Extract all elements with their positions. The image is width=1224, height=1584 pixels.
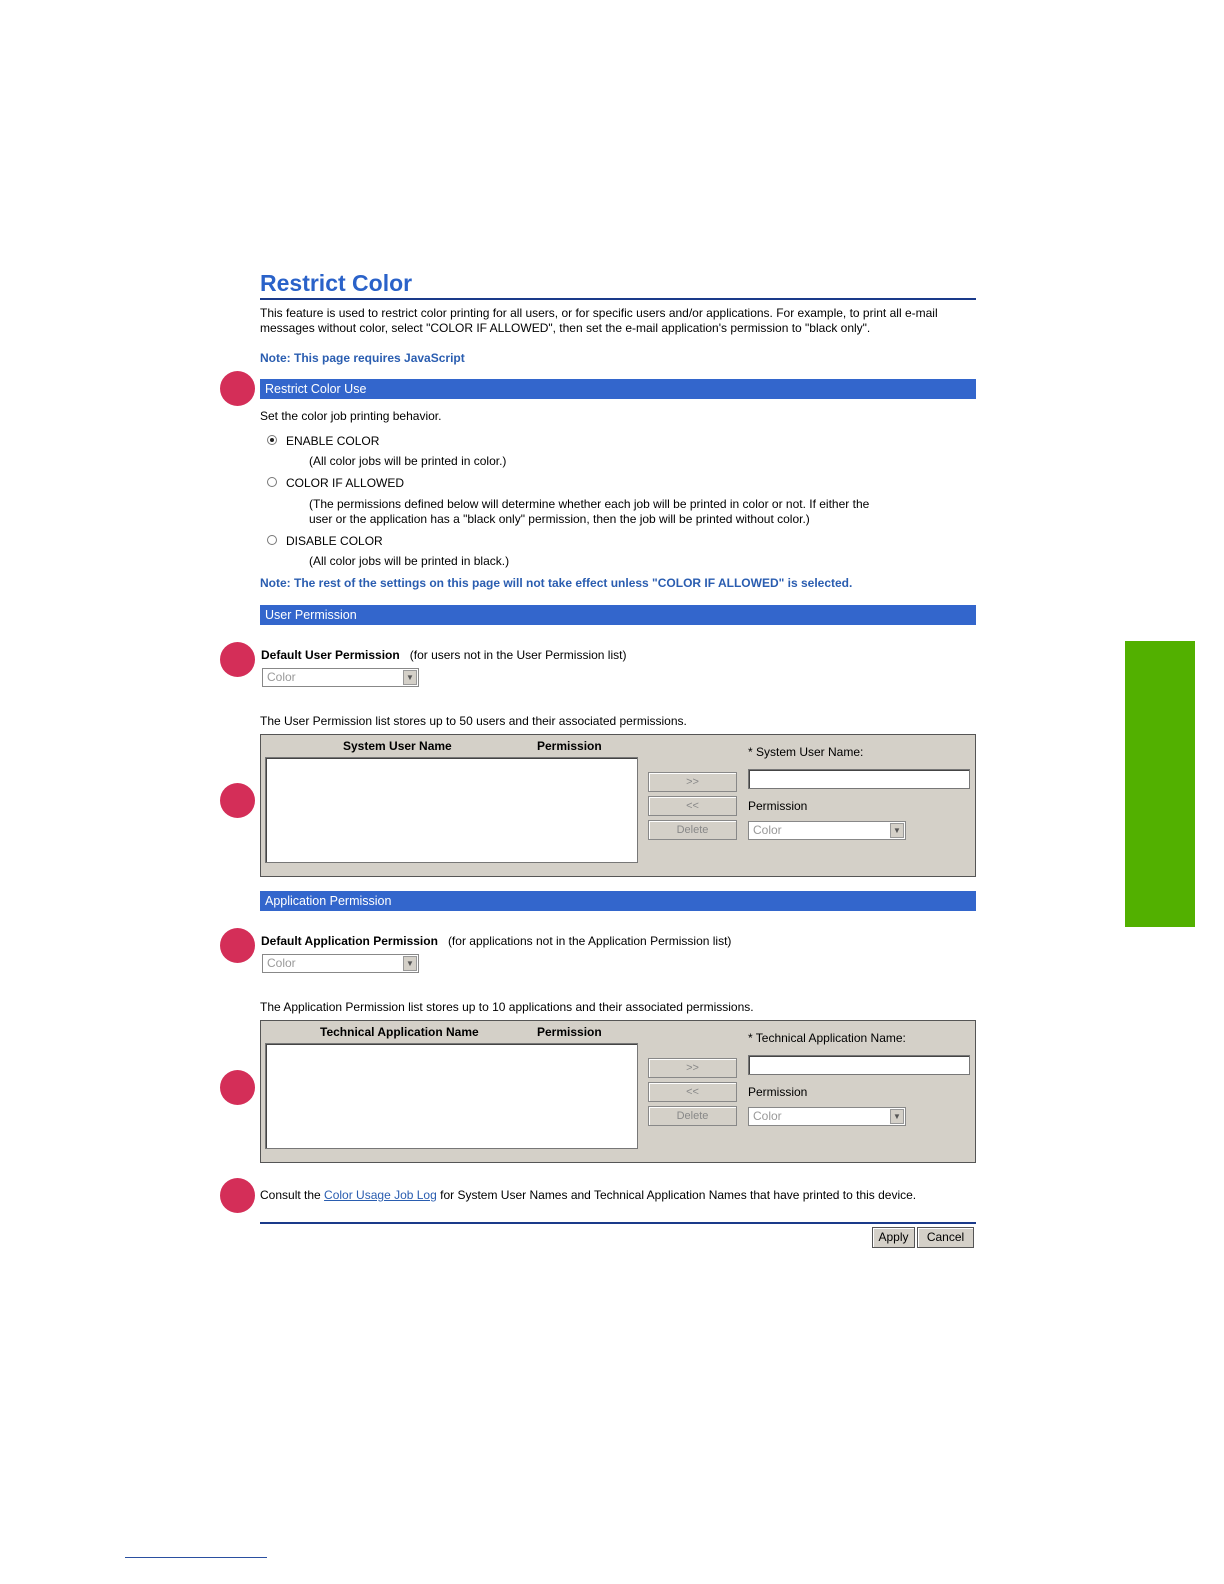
option-desc-color-if-allowed: (The permissions defined below will determine whether each job will be printed in color or not. If either the [309, 497, 870, 511]
technical-application-name-label: * Technical Application Name: [748, 1031, 906, 1045]
user-permission-list[interactable] [265, 757, 638, 863]
callout-marker-5 [220, 1070, 255, 1105]
cancel-button[interactable]: Cancel [917, 1227, 974, 1248]
system-user-name-label: * System User Name: [748, 745, 864, 759]
section-header-user-permission: User Permission [260, 605, 976, 625]
color-usage-job-log-link[interactable]: Color Usage Job Log [324, 1188, 437, 1202]
default-application-permission-label: Default Application Permission [261, 934, 438, 948]
radio-enable-color[interactable] [267, 435, 277, 445]
option-label-disable-color: DISABLE COLOR [286, 534, 383, 548]
intro-line-1: This feature is used to restrict color printing for all users, or for specific users and/or applications. For example, to print all e-mail [260, 306, 938, 320]
settings-effect-note: Note: The rest of the settings on this page will not take effect unless "COLOR IF ALLOWED" is selected. [260, 576, 853, 590]
section-header-application-permission: Application Permission [260, 891, 976, 911]
section-header-restrict-color-use: Restrict Color Use [260, 379, 976, 399]
footnote-rule [125, 1557, 267, 1558]
application-list-info: The Application Permission list stores up to 10 applications and their associated permissions. [260, 1000, 754, 1014]
default-application-permission-row [261, 934, 731, 949]
column-header-permission: Permission [537, 1025, 602, 1039]
default-user-permission-label: Default User Permission [261, 648, 400, 662]
add-application-button[interactable]: >> [648, 1058, 737, 1078]
default-user-permission-hint: (for users not in the User Permission list) [409, 648, 627, 662]
remove-application-button[interactable]: << [648, 1082, 737, 1102]
default-application-permission-hint: (for applications not in the Application Permission list) [447, 934, 732, 948]
default-application-permission-select[interactable] [262, 954, 419, 973]
delete-user-button[interactable]: Delete [648, 820, 737, 840]
add-user-button[interactable]: >> [648, 772, 737, 792]
footer-divider [260, 1222, 976, 1224]
option-desc-disable-color: (All color jobs will be printed in black.) [309, 554, 510, 568]
application-permission-label: Permission [748, 1085, 808, 1099]
default-user-permission-select[interactable] [262, 668, 419, 687]
delete-application-button[interactable]: Delete [648, 1106, 737, 1126]
user-permission-value: Color [753, 823, 782, 837]
application-permission-panel [260, 1020, 976, 1163]
intro-line-2: messages without color, select "COLOR IF ALLOWED", then set the e-mail application's permission to "black only". [260, 321, 871, 335]
callout-marker-2 [220, 642, 255, 677]
remove-user-button[interactable]: << [648, 796, 737, 816]
option-desc-enable-color: (All color jobs will be printed in color.) [309, 454, 507, 468]
consult-text [260, 1188, 916, 1203]
radio-disable-color[interactable] [267, 535, 277, 545]
application-permission-select[interactable] [748, 1107, 906, 1126]
technical-application-name-input[interactable] [748, 1055, 970, 1075]
intro-text [260, 306, 976, 336]
default-user-permission-value: Color [267, 670, 296, 684]
user-permission-select[interactable] [748, 821, 906, 840]
system-user-name-input[interactable] [748, 769, 970, 789]
chevron-down-icon: ▼ [890, 1109, 904, 1124]
option-label-enable-color: ENABLE COLOR [286, 434, 380, 448]
default-application-permission-value: Color [267, 956, 296, 970]
chapter-side-tab [1125, 641, 1195, 927]
restrict-color-prompt: Set the color job printing behavior. [260, 409, 442, 423]
radio-color-if-allowed[interactable] [267, 477, 277, 487]
callout-marker-3 [220, 783, 255, 818]
chevron-down-icon: ▼ [403, 956, 417, 971]
column-header-technical-application-name: Technical Application Name [320, 1025, 479, 1039]
option-desc-color-if-allowed-2: user or the application has a "black only" permission, then the job will be printed without color.) [309, 512, 810, 526]
application-permission-list[interactable] [265, 1043, 638, 1149]
user-list-info: The User Permission list stores up to 50 users and their associated permissions. [260, 714, 687, 728]
consult-text-before: Consult the [260, 1188, 321, 1202]
javascript-note: Note: This page requires JavaScript [260, 351, 465, 365]
application-permission-value: Color [753, 1109, 782, 1123]
default-user-permission-row [261, 648, 626, 663]
user-permission-label: Permission [748, 799, 808, 813]
callout-marker-1 [220, 371, 255, 406]
column-header-system-user-name: System User Name [343, 739, 452, 753]
page-title: Restrict Color [260, 270, 413, 296]
callout-marker-4 [220, 928, 255, 963]
user-permission-panel [260, 734, 976, 877]
apply-button[interactable]: Apply [872, 1227, 915, 1248]
callout-marker-6 [220, 1178, 255, 1213]
chevron-down-icon: ▼ [403, 670, 417, 685]
chevron-down-icon: ▼ [890, 823, 904, 838]
title-divider [260, 298, 976, 300]
column-header-permission: Permission [537, 739, 602, 753]
consult-text-after: for System User Names and Technical Application Names that have printed to this device. [440, 1188, 917, 1202]
option-label-color-if-allowed: COLOR IF ALLOWED [286, 476, 405, 490]
